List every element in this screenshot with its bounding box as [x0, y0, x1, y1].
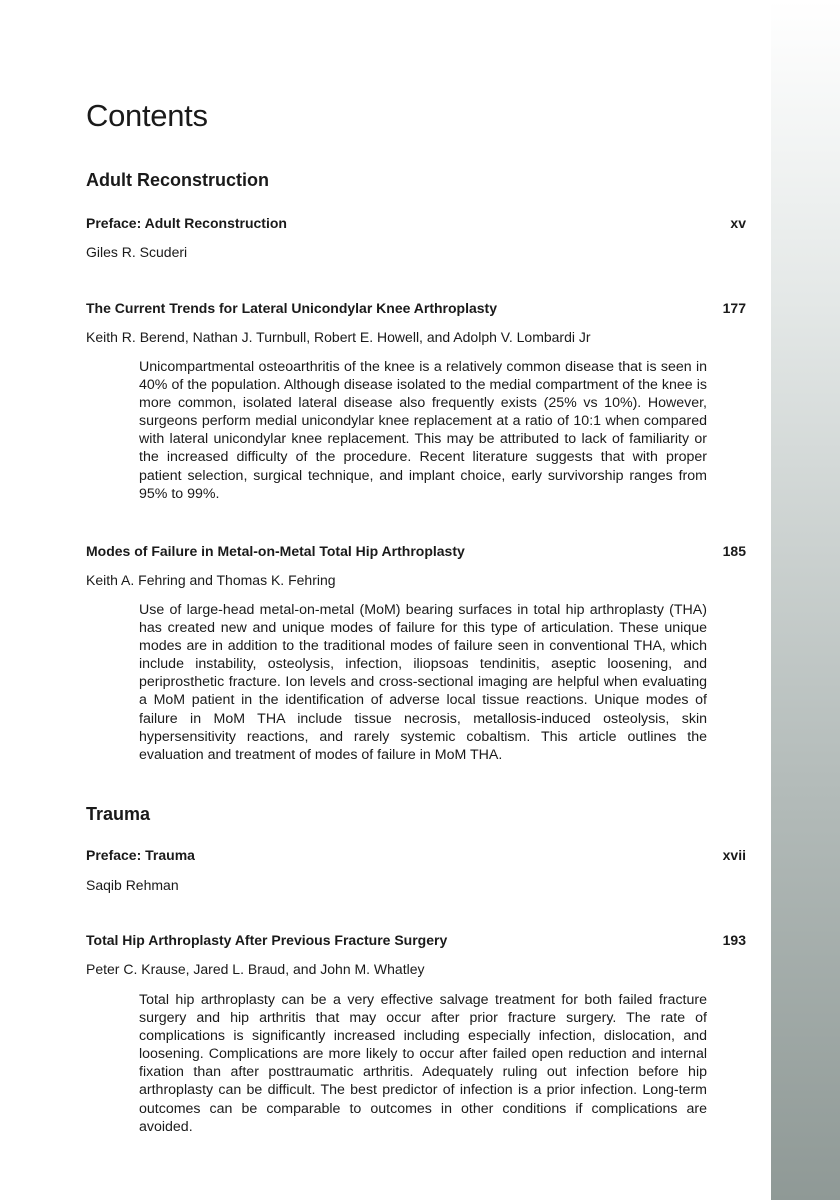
- section-heading-trauma: Trauma: [86, 804, 151, 824]
- entry-title-text[interactable]: Preface: Trauma: [86, 847, 195, 863]
- toc-entry-title[interactable]: [86, 931, 746, 949]
- entry-authors: Keith R. Berend, Nathan J. Turnbull, Robert E. Howell, and Adolph V. Lombardi Jr: [86, 329, 591, 345]
- side-thumb-tab: [771, 0, 840, 1200]
- entry-title-text[interactable]: The Current Trends for Lateral Unicondylar Knee Arthroplasty: [86, 300, 498, 316]
- entry-title-text[interactable]: Preface: Adult Reconstruction: [86, 215, 287, 231]
- toc-entry-title[interactable]: [86, 299, 746, 317]
- entry-title-text[interactable]: Total Hip Arthroplasty After Previous Fracture Surgery: [86, 932, 448, 948]
- entry-authors: Giles R. Scuderi: [86, 244, 188, 260]
- entry-authors: Saqib Rehman: [86, 877, 179, 893]
- entry-abstract: Unicompartmental osteoarthritis of the knee is a relatively common disease that is seen in 40% of the population. Although disease isolated to the medial compartment of the knee is more common, isolated lateral disease also frequently exists (25% vs 10%). However, surgeons perform medial unicondylar knee replacement at a ratio of 10:1 when compared with lateral unicondylar knee replacement. This may be attributed to lack of familiarity or the increased difficulty of the procedure. Recent literature suggests that with proper patient selection, surgical technique, and implant choice, early survivorship ranges from 95% to 99%.: [139, 359, 707, 502]
- toc-entry-title[interactable]: [86, 214, 746, 232]
- entry-page-number: xvii: [722, 847, 746, 863]
- entry-page-number: 185: [722, 543, 746, 559]
- page-title: Contents: [86, 98, 208, 133]
- entry-abstract: Total hip arthroplasty can be a very effective salvage treatment for both failed fracture surgery and hip arthritis that may occur after prior fracture surgery. The rate of complications is significantly increased including especially infection, dislocation, and loosening. Complications are more likely to occur after failed open reduction and internal fixation than after posttraumatic arthritis. Adequately ruling out infection before hip arthroplasty can be difficult. The best predictor of infection is a prior infection. Long-term outcomes can be comparable to outcomes in other conditions if complications are avoided.: [139, 992, 707, 1135]
- entry-page-number: xv: [730, 215, 746, 231]
- entry-page-number: 193: [722, 932, 746, 948]
- entry-authors: Peter C. Krause, Jared L. Braud, and John M. Whatley: [86, 961, 425, 977]
- entry-page-number: 177: [722, 300, 746, 316]
- toc-entry-title[interactable]: [86, 846, 746, 864]
- entry-title-text[interactable]: Modes of Failure in Metal-on-Metal Total Hip Arthroplasty: [86, 543, 465, 559]
- toc-entry-title[interactable]: [86, 542, 746, 560]
- entry-abstract: Use of large-head metal-on-metal (MoM) bearing surfaces in total hip arthroplasty (THA) has created new and unique modes of failure for this type of articulation. These unique modes are in addition to the traditional modes of failure seen in conventional THA, which include instability, osteolysis, infection, iliopsoas tendinitis, aseptic loosening, and periprosthetic fracture. Ion levels and cross-sectional imaging are helpful when evaluating a MoM patient in the identification of adverse local tissue reactions. Unique modes of failure in MoM THA include tissue necrosis, metallosis-induced osteolysis, skin hypersensitivity reactions, and rarely systemic cobaltism. This article outlines the evaluation and treatment of modes of failure in MoM THA.: [139, 602, 707, 763]
- entry-authors: Keith A. Fehring and Thomas K. Fehring: [86, 572, 336, 588]
- section-heading-adult-reconstruction: Adult Reconstruction: [86, 170, 269, 190]
